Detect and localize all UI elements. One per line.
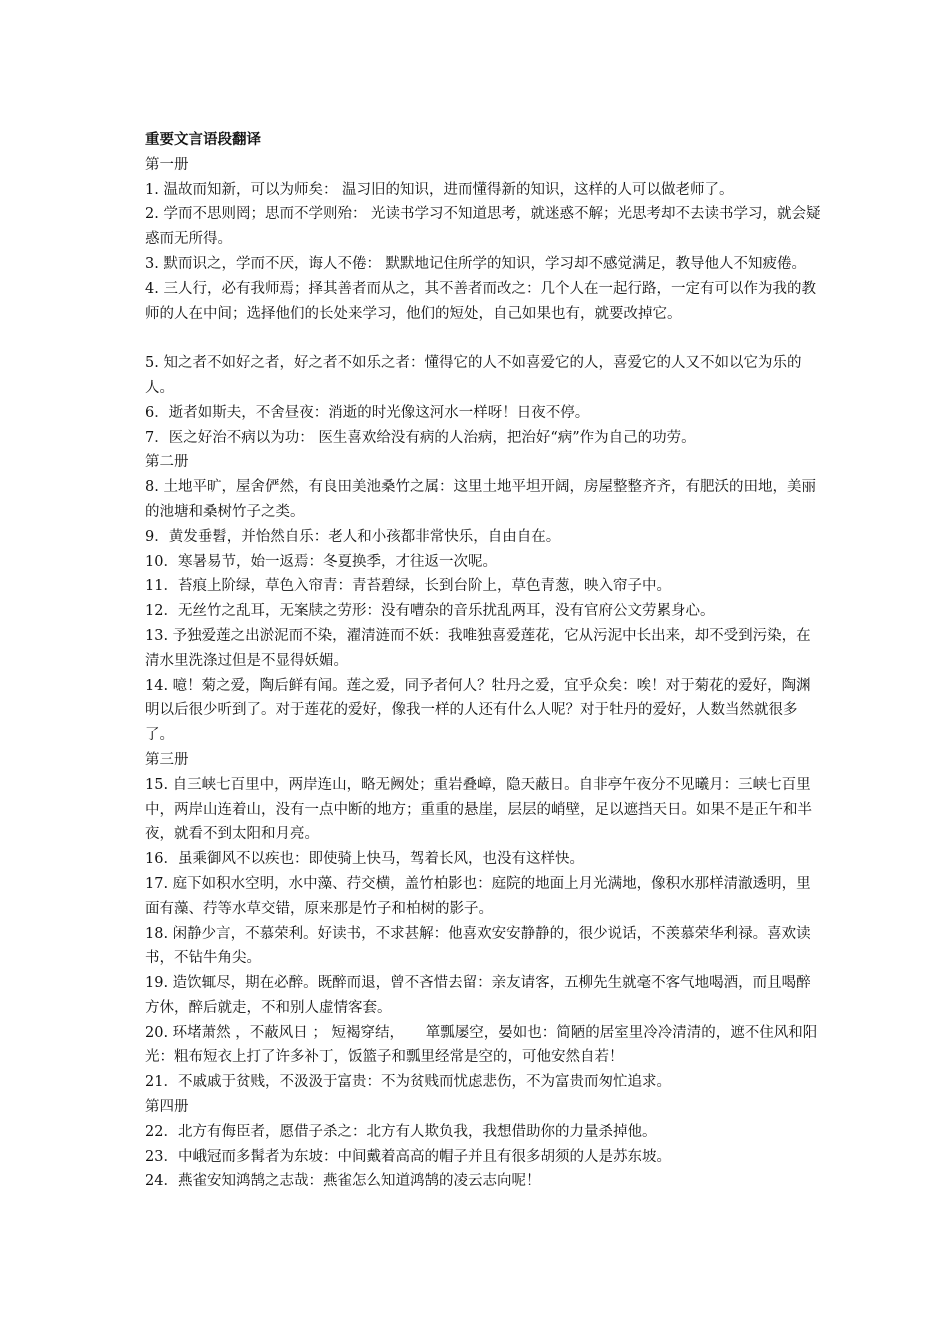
translation-item: 15. 自三峡七百里中，两岸连山，略无阙处；重岩叠嶂，隐天蔽日。自非亭午夜分不见曦月：三峡七百里中，两岸山连着山，没有一点中断的地方；重重的悬崖，层层的峭壁，足以遮挡天日。如果不是正午和半夜，就看不到太阳和月亮。 (145, 776, 812, 843)
translation-item: 13. 予独爱莲之出淤泥而不染，濯清涟而不妖：我唯独喜爱莲花，它从污泥中长出来，却不受到污染，在清水里洗涤过但是不显得妖媚。 (145, 627, 811, 669)
translation-item: 19. 造饮辄尽，期在必醉。既醉而退，曾不吝惜去留：亲友请客，五柳先生就毫不客气地喝酒，而且喝醉方休，醉后就走，不和别人虚情客套。 (145, 975, 811, 1016)
translation-item: 20. 环堵萧然 ，不蔽风日 ； 短褐穿结， 箪瓢屡空，晏如也：简陋的居室里冷冷清清的，遮不住风和阳光：粗布短衣上打了许多补丁，饭篮子和瓢里经常是空的，可他安然自若！ (145, 1024, 818, 1066)
section-heading: 第三册 (145, 751, 189, 768)
document-title: 重要文言语段翻译 (145, 131, 261, 148)
paragraph-spacer (145, 326, 825, 351)
translation-item: 16．虽乘御风不以疾也：即使骑上快马，驾着长风，也没有这样快。 (145, 851, 584, 868)
section-heading: 第二册 (145, 454, 189, 471)
translation-item: 24．燕雀安知鸿鹄之志哉：燕雀怎么知道鸿鹄的凌云志向呢！ (145, 1173, 541, 1190)
translation-item: 9．黄发垂髫，并怡然自乐：老人和小孩都非常快乐，自由自在。 (145, 528, 561, 545)
translation-item: 14. 噫！菊之爱，陶后鲜有闻。莲之爱，同予者何人？牡丹之爱，宜乎众矣：唉！对于菊花的爱好，陶渊明以后很少听到了。对于莲花的爱好，像我一样的人还有什么人呢？对于牡丹的爱好，人数当然就很多了。 (145, 677, 811, 744)
translation-item: 10．寒暑易节，始一返焉：冬夏换季，才往返一次呢。 (145, 553, 497, 570)
translation-item: 3. 默而识之，学而不厌，诲人不倦： 默默地记住所学的知识，学习却不感觉满足，教导他人不知疲倦。 (145, 255, 807, 272)
translation-item: 17. 庭下如积水空明，水中藻、荇交横，盖竹柏影也：庭院的地面上月光满地，像积水那样清澈透明，里面有藻、荇等水草交错，原来那是竹子和柏树的影子。 (145, 875, 811, 917)
translation-item: 12．无丝竹之乱耳，无案牍之劳形：没有嘈杂的音乐扰乱两耳，没有官府公文劳累身心。 (145, 603, 715, 620)
translation-item: 7．医之好治不病以为功： 医生喜欢给没有病的人治病，把治好“病”作为自己的功劳。 (145, 429, 696, 446)
translation-item: 4. 三人行，必有我师焉；择其善者而从之，其不善者而改之：几个人在一起行路，一定有可以作为我的教师的人在中间；选择他们的长处来学习，他们的短处，自己如果也有，就要改掉它。 (145, 280, 816, 322)
translation-item: 2. 学而不思则罔；思而不学则殆： 光读书学习不知道思考，就迷惑不解；光思考却不去读书学习，就会疑惑而无所得。 (145, 206, 821, 248)
translation-item: 1. 温故而知新，可以为师矣： 温习旧的知识，进而懂得新的知识，这样的人可以做老师了。 (145, 181, 734, 198)
translation-item: 23．中峨冠而多髯者为东坡：中间戴着高高的帽子并且有很多胡须的人是苏东坡。 (145, 1148, 671, 1165)
translation-item: 21．不戚戚于贫贱，不汲汲于富贵：不为贫贱而忧虑悲伤，不为富贵而匆忙追求。 (145, 1074, 671, 1091)
translation-item: 18. 闲静少言，不慕荣利。好读书，不求甚解：他喜欢安安静静的，很少说话，不羡慕荣华利禄。喜欢读书，不钻牛角尖。 (145, 925, 811, 967)
section-heading: 第四册 (145, 1099, 189, 1116)
translation-item: 22．北方有侮臣者，愿借子杀之：北方有人欺负我，我想借助你的力量杀掉他。 (145, 1123, 657, 1140)
translation-item: 5. 知之者不如好之者，好之者不如乐之者：懂得它的人不如喜爱它的人，喜爱它的人又不如以它为乐的人。 (145, 355, 802, 396)
translation-item: 6．逝者如斯夫，不舍昼夜：消逝的时光像这河水一样呀！日夜不停。 (145, 404, 590, 421)
document-body (145, 153, 825, 1194)
document-page (145, 128, 825, 1194)
section-heading: 第一册 (145, 156, 189, 173)
translation-item: 8. 土地平旷，屋舍俨然，有良田美池桑竹之属：这里土地平坦开阔，房屋整整齐齐，有肥沃的田地，美丽的池塘和桑树竹子之类。 (145, 479, 816, 520)
translation-item: 11．苔痕上阶绿，草色入帘青：青苔碧绿，长到台阶上，草色青葱，映入帘子中。 (145, 578, 671, 595)
